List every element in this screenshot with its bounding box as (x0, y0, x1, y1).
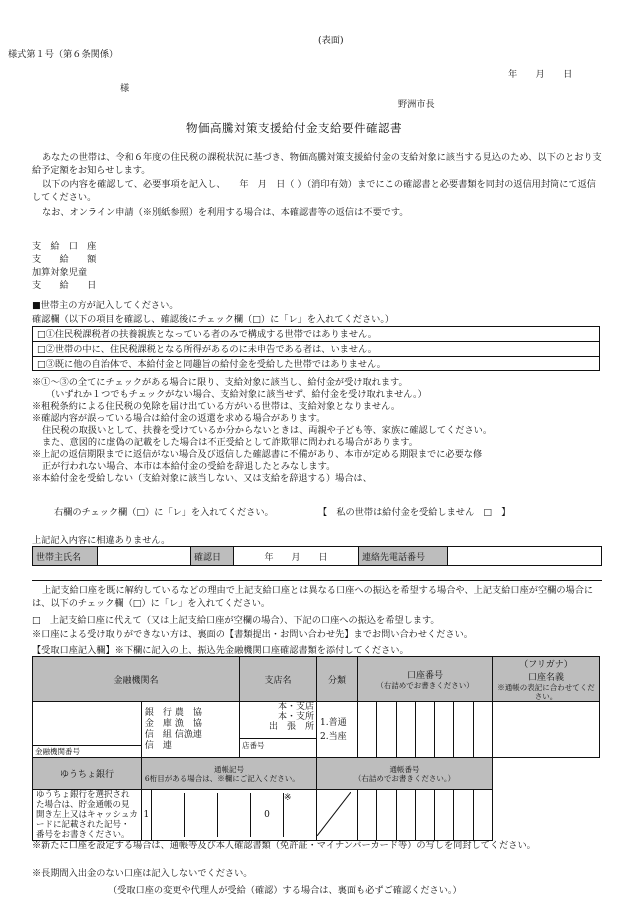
bank-name-field[interactable] (33, 705, 141, 745)
check-item-2[interactable]: □②世帯の中に、住民税課税となる所得があるのに未申告である者は、いません。 (32, 341, 600, 356)
category-header: 分類 (317, 657, 358, 702)
account-digit[interactable] (377, 702, 396, 758)
check-instruction: 確認欄（以下の項目を確認し、確認後にチェック欄（□）に「レ」を入れてください。） (32, 314, 395, 325)
passbook-symbol-digit[interactable] (185, 793, 218, 837)
payment-children-label: 加算対象児童 (32, 267, 88, 278)
branch-header: 支店名 (240, 657, 317, 702)
passbook-symbol-digit[interactable] (218, 793, 251, 837)
note-1: ※①〜③の全てにチェックがある場合に限り、支給対象に該当し、給付金が受け取れます。 (32, 377, 408, 388)
no-account-note: ※口座による受け取りができない方は、裏面の【書類提出・お問い合わせ先】までお問い合わせください。 (32, 629, 473, 640)
form-number: 様式第１号（第６条関係） (8, 49, 119, 60)
passbook-slash-cell (317, 790, 358, 841)
addressee-suffix: 様 (120, 83, 130, 94)
footer-note-3: （受取口座の変更や代理人が受給（確認）する場合は、裏面も必ずご確認ください。） (108, 885, 462, 896)
holder-header: 口座名義 (527, 673, 564, 683)
account-number-note: （右詰めでお書きください） (376, 681, 474, 690)
note-7: ※上記の返信期限までに返信がない場合及び返信した確認書に不備があり、本市が定める期限までに必要な修 (32, 449, 483, 460)
passbook-number-digit[interactable] (473, 790, 492, 841)
holder-note: ※通帳の表記に合わせてください。 (497, 683, 595, 701)
payment-date-label: 支 給 日 (32, 280, 97, 291)
intro-paragraph-3: なお、オンライン申請（※別紙参照）を利用する場合は、本確認書等の返信は不要です。 (42, 207, 409, 218)
note-9: ※本給付金を受給しない（支給対象に該当しない、又は支給を辞退する）場合は、 (32, 473, 372, 484)
passbook-number-digit[interactable] (415, 790, 434, 841)
passbook-symbol-header: 通帳記号 (213, 764, 244, 774)
note-4: ※確認内容が誤っている場合は給付金の返還を求める場合があります。 (32, 413, 326, 424)
householder-heading: ■世帯主の方が記入してください。 (32, 300, 179, 311)
payment-amount-label: 支 給 額 (32, 254, 97, 265)
front-label: (表面) (318, 35, 344, 46)
passbook-symbol-digit[interactable] (152, 793, 185, 837)
account-change-paragraph: 上記支給口座を既に解約しているなどの理由で上記支給口座とは異なる口座への振込を希望する場合や、上記支給口座が空欄の場合には、以下のチェック欄（□）に「レ」を入れてください。 (32, 585, 594, 609)
account-digit[interactable] (435, 702, 454, 758)
account-digit[interactable] (358, 702, 377, 758)
intro-paragraph-2: 以下の内容を確認して、必要事項を記入し、 年 月 日（ ）（消印有効）までにこの確認書と必要書類を同封の返信用封筒にて返信してください。 (32, 179, 596, 203)
decline-instruction: 右欄のチェック欄（□）に「レ」を入れてください。 (54, 507, 274, 518)
passbook-number-note: （右詰めでお書きください。） (353, 773, 456, 783)
note-5: 住民税の取扱いとして、扶養を受けているか分からないときは、両親や子ども等、家族に確認してください。 (42, 425, 493, 436)
account-digit[interactable] (415, 702, 434, 758)
passbook-number-digit[interactable] (435, 790, 454, 841)
footer-note-2: ※長期間入出金のない口座は記入しないでください。 (32, 868, 253, 879)
passbook-number-digit[interactable] (358, 790, 377, 841)
decline-option[interactable]: 【 私の世帯は給付金を受給しません □ 】 (318, 507, 511, 518)
check-item-3[interactable]: □③既に他の自治体で、本給付金と同趣旨の給付金を受給した世帯ではありません。 (32, 356, 600, 371)
intro-paragraph-1: あなたの世帯は、令和６年度の住民税の課税状況に基づき、物価高騰対策支援給付金の支給対象に該当する見込のため、以下のとおり支給予定額をお知らせします。 (32, 152, 602, 176)
account-number-header: 口座番号 (406, 671, 443, 681)
bank-form-table (32, 656, 600, 841)
account-digit[interactable] (454, 702, 473, 758)
confirm-line: 上記記入内容に相違ありません。 (32, 535, 171, 546)
note-3: ※租税条約による住民税の免除を届け出ている方がいる世帯は、支給対象となりません。 (32, 401, 401, 412)
issuer: 野洲市長 (398, 99, 435, 110)
passbook-fixed-one: 1 (141, 790, 151, 841)
bank-type-options[interactable]: 銀 行 農 協 金 庫 漁 協 信 組 信漁連 信 連 (141, 702, 239, 758)
passbook-symbol-note: 6桁目がある場合は、※欄にご記入ください。 (144, 773, 300, 783)
check-item-1[interactable]: □①住民税課税者の扶養親族となっている者のみで構成する世帯ではありません。 (32, 326, 600, 341)
yucho-label: ゆうちょ銀行 (33, 758, 142, 790)
passbook-number-header: 通帳番号 (389, 764, 420, 774)
page-title: 物価高騰対策支援給付金支給要件確認書 (186, 121, 402, 135)
category-options[interactable]: 1.普通 2.当座 (317, 702, 358, 758)
note-6: また、意図的に虚偽の記載をした場合は不正受給として詐欺罪に問われる場合があります。 (42, 437, 418, 448)
confirm-date-label: 確認日 (191, 547, 234, 566)
kana-header: （フリガナ） (519, 660, 573, 670)
passbook-number-digit[interactable] (377, 790, 396, 841)
bank-name-header: 金融機関名 (33, 657, 240, 702)
bank-code-label: 金融機関番号 (33, 745, 141, 757)
account-digit[interactable] (396, 702, 415, 758)
separator (32, 580, 602, 581)
note-2: （いずれか１つでもチェックがない場合、支給対象に該当せず、給付金を受け取れません。） (46, 389, 427, 400)
branch-type-options[interactable]: 本・支店 本・支所 出 張 所 (268, 702, 314, 732)
yucho-note: ゆうちょ銀行を選択された場合は、貯金通帳の見開き左上又はキャッシュカードに記載された記号・番号をお書きください。 (33, 790, 142, 841)
confirm-date-field[interactable]: 年 月 日 (234, 547, 359, 566)
issue-date: 年 月 日 (508, 69, 573, 80)
phone-field[interactable] (448, 547, 602, 566)
passbook-number-digit[interactable] (454, 790, 473, 841)
phone-label: 連絡先電話番号 (359, 547, 448, 566)
diagonal-line-icon (317, 792, 351, 836)
householder-name-label: 世帯主氏名 (33, 547, 98, 566)
account-change-check[interactable]: □ 上記支給口座に代えて（又は上記支給口座が空欄の場合）、下記の口座への振込を希望します。 (32, 615, 440, 626)
householder-name-field[interactable] (98, 547, 191, 566)
account-holder-field[interactable] (493, 702, 600, 758)
account-digit[interactable] (473, 702, 492, 758)
footer-note-1: ※新たに口座を設定する場合は、通帳等及び本人確認書類（免許証・マイナンバーカード等）の写しを同封してください。 (32, 840, 536, 851)
payment-account-label: 支 給 口 座 (32, 241, 97, 252)
bank-form-heading: 【受取口座記入欄】※下欄に記入の上、振込先金融機関口座確認書類を添付してください。 (32, 645, 409, 656)
householder-info-table (32, 546, 602, 566)
passbook-star: ※ (283, 793, 292, 803)
passbook-fixed-zero: 0 (251, 793, 284, 837)
passbook-number-digit[interactable] (396, 790, 415, 841)
note-8: 正が行われない場合、本市は本給付金の受給を辞退したとみなします。 (42, 461, 336, 472)
branch-code-label: 店番号 (240, 738, 316, 752)
